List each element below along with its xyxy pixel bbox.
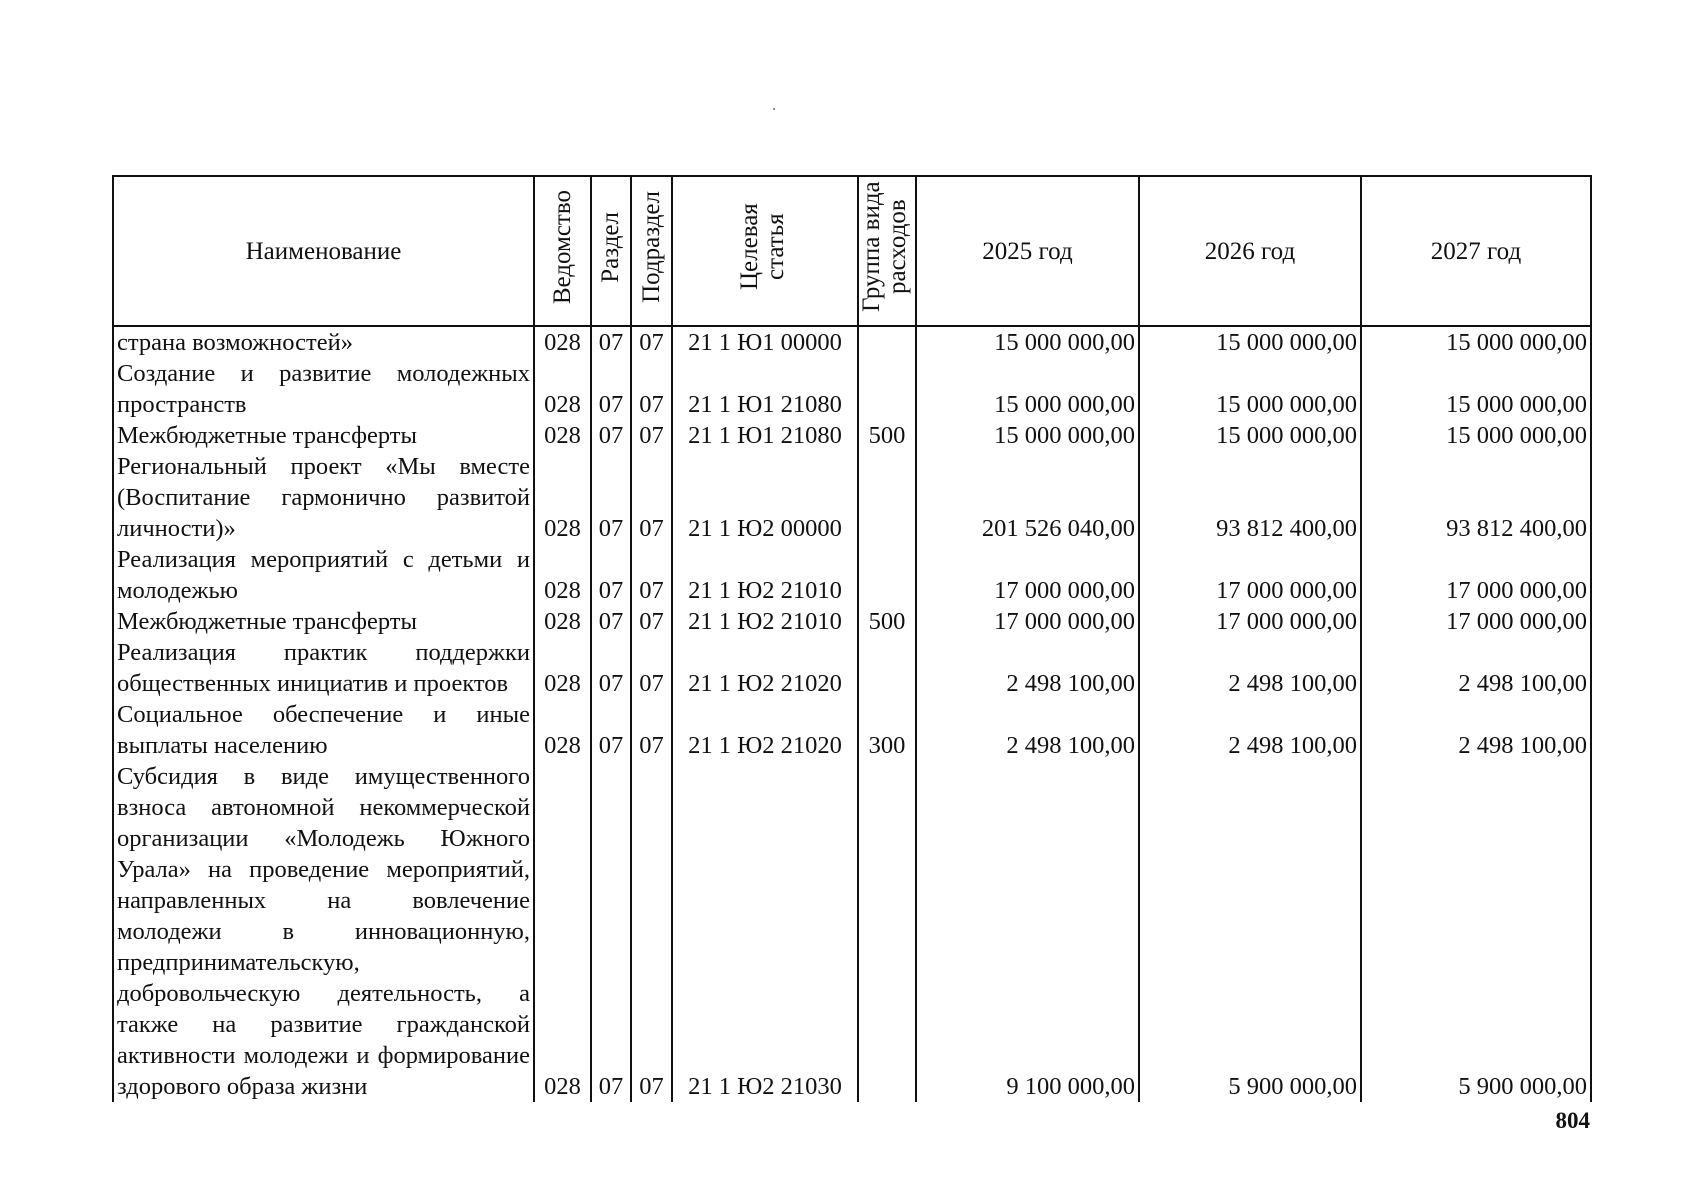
- row-podrazdel: 07: [631, 606, 672, 637]
- row-gruppa: [858, 544, 916, 606]
- row-name: Социальное обеспечение и иные выплаты населению: [113, 699, 534, 761]
- row-podrazdel: 07: [631, 451, 672, 544]
- row-name: Межбюджетные трансферты: [113, 606, 534, 637]
- row-podrazdel: 07: [631, 544, 672, 606]
- row-2026: 17 000 000,00: [1139, 544, 1361, 606]
- row-2026: 5 900 000,00: [1139, 761, 1361, 1102]
- header-gruppa: Группа вида расходов: [858, 176, 916, 326]
- row-vedomstvo: 028: [534, 326, 591, 358]
- header-2027: 2027 год: [1361, 176, 1591, 326]
- row-razdel: 07: [591, 451, 631, 544]
- row-celevaya: 21 1 Ю2 21020: [672, 699, 858, 761]
- row-podrazdel: 07: [631, 326, 672, 358]
- row-name: Региональный проект «Мы вместе (Воспитание гармонично развитой личности)»: [113, 451, 534, 544]
- row-vedomstvo: 028: [534, 358, 591, 420]
- row-2026: 2 498 100,00: [1139, 699, 1361, 761]
- table-body: [113, 326, 1591, 1102]
- row-gruppa: [858, 637, 916, 699]
- budget-table: [112, 175, 1592, 1102]
- row-vedomstvo: 028: [534, 544, 591, 606]
- header-celevaya: Целевая статья: [672, 176, 858, 326]
- header-2025: 2025 год: [916, 176, 1139, 326]
- row-name: Межбюджетные трансферты: [113, 420, 534, 451]
- row-2025: 201 526 040,00: [916, 451, 1139, 544]
- row-razdel: 07: [591, 358, 631, 420]
- row-gruppa: [858, 358, 916, 420]
- row-razdel: 07: [591, 544, 631, 606]
- row-vedomstvo: 028: [534, 420, 591, 451]
- row-gruppa: 300: [858, 699, 916, 761]
- row-gruppa: [858, 451, 916, 544]
- row-podrazdel: 07: [631, 761, 672, 1102]
- row-2026: 15 000 000,00: [1139, 326, 1361, 358]
- row-2025: 15 000 000,00: [916, 326, 1139, 358]
- row-name: Создание и развитие молодежных пространств: [113, 358, 534, 420]
- row-2025: 2 498 100,00: [916, 699, 1139, 761]
- row-razdel: 07: [591, 326, 631, 358]
- row-gruppa: [858, 326, 916, 358]
- row-2026: 17 000 000,00: [1139, 606, 1361, 637]
- scan-speck: [773, 108, 775, 110]
- row-gruppa: [858, 761, 916, 1102]
- row-razdel: 07: [591, 761, 631, 1102]
- table-row: [113, 761, 1591, 1102]
- table-row: [113, 358, 1591, 420]
- row-razdel: 07: [591, 420, 631, 451]
- row-2025: 17 000 000,00: [916, 606, 1139, 637]
- row-name: Реализация мероприятий с детьми и молодежью: [113, 544, 534, 606]
- row-celevaya: 21 1 Ю2 21010: [672, 606, 858, 637]
- header-vedomstvo: Ведомство: [534, 176, 591, 326]
- row-2027: 5 900 000,00: [1361, 761, 1591, 1102]
- row-razdel: 07: [591, 637, 631, 699]
- row-2027: 17 000 000,00: [1361, 606, 1591, 637]
- row-2026: 15 000 000,00: [1139, 358, 1361, 420]
- table-row: [113, 326, 1591, 358]
- row-2026: 2 498 100,00: [1139, 637, 1361, 699]
- row-gruppa: 500: [858, 420, 916, 451]
- row-2025: 15 000 000,00: [916, 420, 1139, 451]
- row-celevaya: 21 1 Ю2 00000: [672, 451, 858, 544]
- row-2027: 15 000 000,00: [1361, 326, 1591, 358]
- row-podrazdel: 07: [631, 637, 672, 699]
- row-celevaya: 21 1 Ю2 21010: [672, 544, 858, 606]
- row-celevaya: 21 1 Ю1 21080: [672, 420, 858, 451]
- row-celevaya: 21 1 Ю2 21030: [672, 761, 858, 1102]
- row-2025: 17 000 000,00: [916, 544, 1139, 606]
- table-row: [113, 420, 1591, 451]
- row-name: Субсидия в виде имущественного взноса автономной некоммерческой организации «Молодежь Южного Урала» на проведение мероприятий, направленных на вовлечение молодежи в инновационную, предпринимательскую, добровольческую деятельность, а также на развитие гражданской активности молодежи и формирование здорового образа жизни: [113, 761, 534, 1102]
- row-2026: 15 000 000,00: [1139, 420, 1361, 451]
- table-row: [113, 544, 1591, 606]
- row-2025: 9 100 000,00: [916, 761, 1139, 1102]
- row-vedomstvo: 028: [534, 606, 591, 637]
- row-2027: 15 000 000,00: [1361, 420, 1591, 451]
- table-row: [113, 699, 1591, 761]
- row-razdel: 07: [591, 606, 631, 637]
- row-gruppa: 500: [858, 606, 916, 637]
- table-row: [113, 451, 1591, 544]
- row-vedomstvo: 028: [534, 637, 591, 699]
- row-vedomstvo: 028: [534, 451, 591, 544]
- header-name: Наименование: [113, 176, 534, 326]
- row-podrazdel: 07: [631, 699, 672, 761]
- row-name: страна возможностей»: [113, 326, 534, 358]
- header-2026: 2026 год: [1139, 176, 1361, 326]
- row-name: Реализация практик поддержки общественных инициатив и проектов: [113, 637, 534, 699]
- page-number: 804: [1555, 1108, 1590, 1133]
- row-celevaya: 21 1 Ю1 00000: [672, 326, 858, 358]
- row-vedomstvo: 028: [534, 761, 591, 1102]
- row-2025: 2 498 100,00: [916, 637, 1139, 699]
- row-celevaya: 21 1 Ю2 21020: [672, 637, 858, 699]
- table-row: [113, 637, 1591, 699]
- row-2025: 15 000 000,00: [916, 358, 1139, 420]
- row-podrazdel: 07: [631, 358, 672, 420]
- row-vedomstvo: 028: [534, 699, 591, 761]
- row-2027: 17 000 000,00: [1361, 544, 1591, 606]
- row-2027: 15 000 000,00: [1361, 358, 1591, 420]
- table-row: [113, 606, 1591, 637]
- header-podrazdel: Подраздел: [631, 176, 672, 326]
- row-podrazdel: 07: [631, 420, 672, 451]
- row-celevaya: 21 1 Ю1 21080: [672, 358, 858, 420]
- row-razdel: 07: [591, 699, 631, 761]
- row-2027: 93 812 400,00: [1361, 451, 1591, 544]
- header-razdel: Раздел: [591, 176, 631, 326]
- row-2027: 2 498 100,00: [1361, 699, 1591, 761]
- row-2027: 2 498 100,00: [1361, 637, 1591, 699]
- table-header: [113, 176, 1591, 326]
- row-2026: 93 812 400,00: [1139, 451, 1361, 544]
